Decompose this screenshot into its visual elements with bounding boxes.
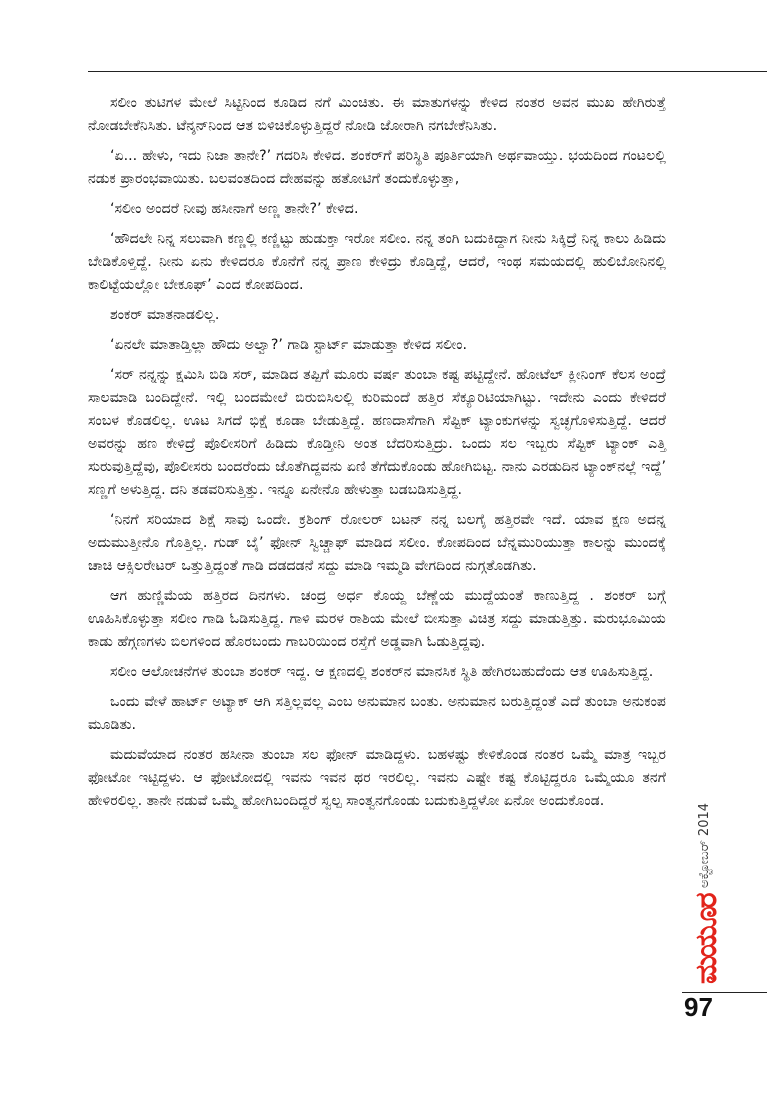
top-rule — [88, 71, 767, 72]
paragraph: ‘ನಿನಗೆ ಸರಿಯಾದ ಶಿಕ್ಷೆ ಸಾವು ಒಂದೇ. ಕ್ರಶಿಂಗ್ ರೋಲರ್ ಬಟನ್ ನನ್ನ ಬಲಗೈ ಹತ್ತಿರವೇ ಇದೆ. ಯಾವ ಕ್ಷಣ ಅದನ್ನ ಅದುಮುತ್ತೀನೊ ಗೊತ್ತಿಲ್ಲ. ಗುಡ್ ಬೈ’ ಫೋನ್ ಸ್ವಿಚ್ಚಾಫ್ ಮಾಡಿದ ಸಲೀಂ. ಕೋಪದಿಂದ ಬೆನ್ನಮುರಿಯುತ್ತಾ ಕಾಲನ್ನು ಮುಂದಕ್ಕೆ ಚಾಚಿ ಆಕ್ಸಿಲರೇಟರ್ ಒತ್ತುತ್ತಿದ್ದಂತೆ ಗಾಡಿ ದಡದಡನೆ ಸದ್ದು ಮಾಡಿ ಇಮ್ಮಡಿ ವೇಗದಿಂದ ನುಗ್ಗತೊಡಗಿತು. — [88, 512, 666, 574]
article-body — [88, 92, 666, 820]
paragraph: ಒಂದು ವೇಳೆ ಹಾರ್ಟ್ ಅಟ್ಯಾಕ್ ಆಗಿ ಸತ್ತಿಲ್ಲವಲ್ಲ ಎಂಬ ಅನುಮಾನ ಬಂತು. ಅನುಮಾನ ಬರುತ್ತಿದ್ದಂತೆ ಎದೆ ತುಂಬಾ ಅನುಕಂಪ ಮೂಡಿತು. — [88, 694, 666, 733]
paragraph: ‘ಸಲೀಂ ಅಂದರೆ ನೀವು ಹಸೀನಾಗೆ ಅಣ್ಣ ತಾನೇ?’ ಕೇಳಿದ. — [110, 201, 359, 217]
paragraph: ‘ಸರ್ ನನ್ನನ್ನು ಕ್ಷಮಿಸಿ ಬಿಡಿ ಸರ್, ಮಾಡಿದ ತಪ್ಪಿಗೆ ಮೂರು ವರ್ಷ ತುಂಬಾ ಕಷ್ಟ ಪಟ್ಟಿದ್ದೇನೆ. ಹೋಟೆಲ್ ಕ್ಲೀನಿಂಗ್ ಕೆಲಸ ಅಂದ್ರೆ ಸಾಲಮಾಡಿ ಬಂದಿದ್ದೇನೆ. ಇಲ್ಲಿ ಬಂದಮೇಲೆ ಬಿರುಬಿಸಿಲಲ್ಲಿ ಕುರಿಮಂದೆ ಹತ್ತಿರ ಸೆಕ್ಯೂರಿಟಿಯಾಗಿಟ್ಟು. ಇದೇನು ಎಂದು ಕೇಳಿದರೆ ಸಂಬಳ ಕೊಡಲಿಲ್ಲ. ಊಟ ಸಿಗದೆ ಭಿಕ್ಷೆ ಕೂಡಾ ಬೇಡುತ್ತಿದ್ದೆ. ಹಣದಾಸೆಗಾಗಿ ಸೆಪ್ಟಿಕ್ ಟ್ಯಾಂಕುಗಳನ್ನು ಸ್ವಚ್ಛಗೊಳಿಸುತ್ತಿದ್ದೆ. ಆದರೆ ಅವರನ್ನು ಹಣ ಕೇಳಿದ್ರೆ ಪೊಲೀಸರಿಗೆ ಹಿಡಿದು ಕೊಡ್ತೀನಿ ಅಂತ ಬೆದರಿಸುತ್ತಿದ್ರು. ಒಂದು ಸಲ ಇಬ್ಬರು ಸೆಪ್ಟಿಕ್ ಟ್ಯಾಂಕ್ ಎತ್ತಿ ಸುರುವುತ್ತಿದ್ದೆವು, ಪೊಲೀಸರು ಬಂದರೆಂದು ಜೊತೆಗಿದ್ದವನು ಏಣಿ ತೆಗೆದುಕೊಂಡು ಹೋಗಿಬಿಟ್ಟ. ನಾನು ಎರಡುದಿನ ಟ್ಯಾಂಕ್‌ನಲ್ಲೆ ಇದ್ದೆ’ ಸಣ್ಣಗೆ ಅಳುತ್ತಿದ್ದ. ದನಿ ತಡವರಿಸುತ್ತಿತ್ತು. ಇನ್ನೂ ಏನೇನೊ ಹೇಳುತ್ತಾ ಬಡಬಡಿಸುತ್ತಿದ್ದ. — [88, 367, 666, 498]
paragraph: ‘ಹೌದಲೇ ನಿನ್ನ ಸಲುವಾಗಿ ಕಣ್ಣಲ್ಲಿ ಕಣ್ಣಿಟ್ಟು ಹುಡುಕ್ತಾ ಇರೋ ಸಲೀಂ. ನನ್ನ ತಂಗಿ ಬದುಕಿದ್ದಾಗ ನೀನು ಸಿಕ್ಕಿದ್ರೆ ನಿನ್ನ ಕಾಲು ಹಿಡಿದು ಬೇಡಿಕೊಳ್ತಿದ್ದೆ. ನೀನು ಏನು ಕೇಳಿದರೂ ಕೊನೆಗೆ ನನ್ನ ಪ್ರಾಣ ಕೇಳಿದ್ರು ಕೊಡ್ತಿದ್ದೆ, ಆದರೆ, ಇಂಥ ಸಮಯದಲ್ಲಿ ಹುಲಿಬೋನಿನಲ್ಲಿ ಕಾಲಿಟ್ಟೆಯಲ್ಲೋ ಬೇಕೂಫ್’ ಎಂದ ಕೋಪದಿಂದ. — [88, 231, 666, 293]
paragraph: ಶಂಕರ್ ಮಾತನಾಡಲಿಲ್ಲ. — [110, 307, 220, 323]
paragraph: ‘ಏನಲೇ ಮಾತಾಡ್ತಿಲ್ಲಾ ಹೌದು ಅಲ್ವಾ?’ ಗಾಡಿ ಸ್ಟಾರ್ಟ್ ಮಾಡುತ್ತಾ ಕೇಳಿದ ಸಲೀಂ. — [110, 337, 468, 353]
paragraph: ‘ಏ... ಹೇಳು, ಇದು ನಿಜಾ ತಾನೇ?’ ಗದರಿಸಿ ಕೇಳಿದ. ಶಂಕರ್‌ಗೆ ಪರಿಸ್ಥಿತಿ ಪೂರ್ತಿಯಾಗಿ ಅರ್ಥವಾಯ್ತು. ಭಯದಿಂದ ಗಂಟಲಲ್ಲಿ ನಡುಕ ಪ್ರಾರಂಭವಾಯಿತು. ಬಲವಂತದಿಂದ ದೇಹವನ್ನು ಹತೋಟಿಗೆ ತಂದುಕೊಳ್ಳುತ್ತಾ, — [88, 148, 666, 187]
magazine-logo: ಮಯೂರ — [689, 894, 724, 984]
paragraph: ಸಲೀಂ ತುಟಿಗಳ ಮೇಲೆ ಸಿಟ್ಟಿನಿಂದ ಕೂಡಿದ ನಗೆ ಮಿಂಚಿತು. ಈ ಮಾತುಗಳನ್ನು ಕೇಳಿದ ನಂತರ ಅವನ ಮುಖ ಹೇಗಿರುತ್ತೆ ನೋಡಬೇಕೆನಿಸಿತು. ಟೆನ್ಶನ್‌ನಿಂದ ಆತ ಬಿಳಿಚಿಕೊಳ್ಳುತ್ತಿದ್ದರೆ ನೋಡಿ ಜೋರಾಗಿ ನಗಬೇಕೆನಿಸಿತು. — [88, 95, 666, 134]
paragraph: ಸಲೀಂ ಆಲೋಚನೆಗಳ ತುಂಬಾ ಶಂಕರ್ ಇದ್ದ. ಆ ಕ್ಷಣದಲ್ಲಿ ಶಂಕರ್‌ನ ಮಾನಸಿಕ ಸ್ಥಿತಿ ಹೇಗಿರಬಹುದೆಂದು ಆತ ಊಹಿಸುತ್ತಿದ್ದ. — [110, 664, 654, 680]
paragraph: ಮದುವೆಯಾದ ನಂತರ ಹಸೀನಾ ತುಂಬಾ ಸಲ ಫೋನ್ ಮಾಡಿದ್ದಳು. ಬಹಳಷ್ಟು ಕೇಳಿಕೊಂಡ ನಂತರ ಒಮ್ಮೆ ಮಾತ್ರ ಇಬ್ಬರ ಫೋಟೋ ಇಟ್ಟಿದ್ದಳು. ಆ ಫೋಟೋದಲ್ಲಿ ಇವನು ಇವನ ಥರ ಇರಲಿಲ್ಲ. ಇವನು ಎಷ್ಟೇ ಕಷ್ಟ ಕೊಟ್ಟಿದ್ದರೂ ಒಮ್ಮೆಯೂ ತನಗೆ ಹೇಳಿರಲಿಲ್ಲ. ತಾನೇ ನಡುವೆ ಒಮ್ಮೆ ಹೋಗಿಬಂದಿದ್ದರೆ ಸ್ವಲ್ಪ ಸಾಂತ್ವನಗೊಂಡು ಬದುಕುತ್ತಿದ್ದಳೋ ಏನೋ ಅಂದುಕೊಂಡ. — [88, 747, 666, 809]
paragraph: ಆಗ ಹುಣ್ಣಿಮೆಯ ಹತ್ತಿರದ ದಿನಗಳು. ಚಂದ್ರ ಅರ್ಧ ಕೊಯ್ದ ಬೆಣ್ಣೆಯ ಮುದ್ದೆಯಂತೆ ಕಾಣುತ್ತಿದ್ದ . ಶಂಕರ್ ಬಗ್ಗೆ ಊಹಿಸಿಕೊಳ್ಳುತ್ತಾ ಸಲೀಂ ಗಾಡಿ ಓಡಿಸುತ್ತಿದ್ದ. ಗಾಳಿ ಮರಳ ರಾಶಿಯ ಮೇಲೆ ಬೀಸುತ್ತಾ ವಿಚಿತ್ರ ಸದ್ದು ಮಾಡುತ್ತಿತ್ತು. ಮರುಭೂಮಿಯ ಕಾಡು ಹೆಗ್ಗಣಗಳು ಬಿಲಗಳಿಂದ ಹೊರಬಂದು ಗಾಬರಿಯಿಂದ ರಸ್ತೆಗೆ ಅಡ್ಡವಾಗಿ ಓಡುತ್ತಿದ್ದವು. — [88, 588, 666, 650]
issue-month: ಅಕ್ಟೋಬರ್ 2014 — [697, 802, 712, 888]
page-number: 97 — [684, 992, 713, 1022]
